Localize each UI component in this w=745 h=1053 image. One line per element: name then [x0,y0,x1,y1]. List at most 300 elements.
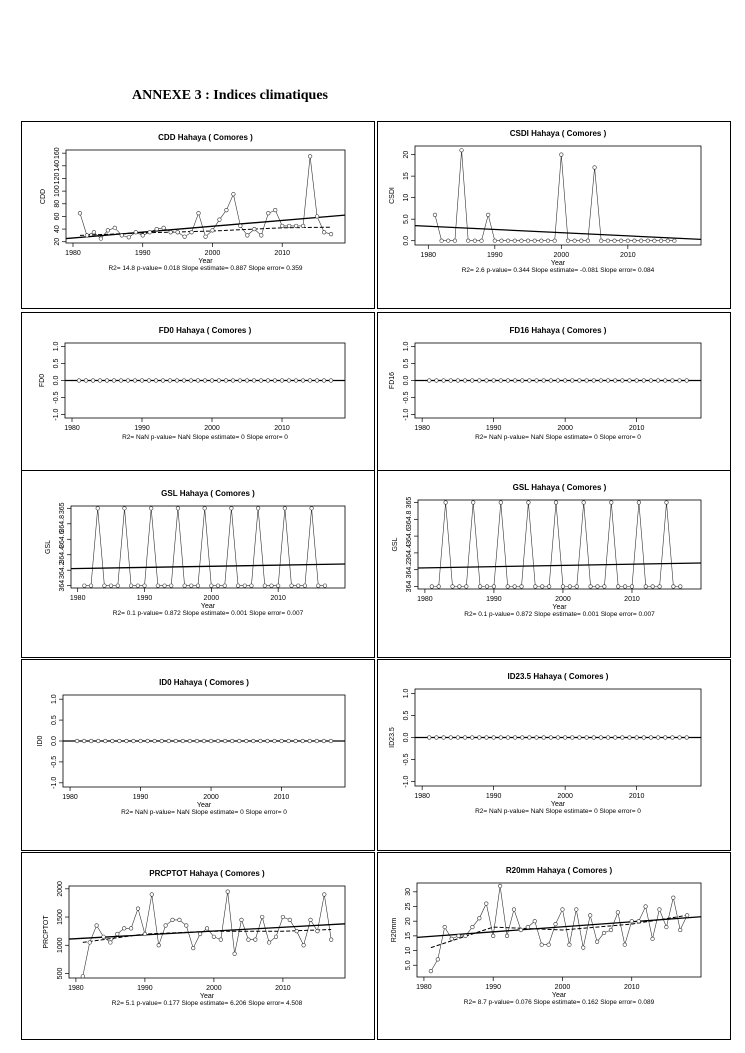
y-axis-label: FD0 [39,373,46,388]
data-point [505,934,509,938]
data-point [433,213,437,217]
data-point [329,379,333,383]
data-point [506,736,510,740]
data-point [592,736,596,740]
y-axis-label: GSL [392,537,399,552]
y-tick-label: 10 [403,193,410,202]
data-point [460,149,464,153]
data-point [520,585,524,589]
data-point [609,501,613,505]
data-point [162,226,166,230]
data-point [437,585,441,589]
data-point [513,379,517,383]
x-tick-label: 1980 [420,252,437,259]
data-point [470,736,474,740]
data-point [528,379,532,383]
data-point [217,379,221,383]
data-point [478,379,482,383]
data-point [456,736,460,740]
chart-title: GSL Hahaya ( Comores ) [161,489,255,498]
y-tick-label: 140 [54,159,61,172]
data-point [309,918,313,922]
data-point [154,379,158,383]
data-point [493,239,497,243]
data-point [143,584,147,588]
x-tick-label: 1990 [134,250,151,257]
y-tick-label: 20 [403,150,410,159]
data-point [116,584,120,588]
data-point [547,585,551,589]
data-point [329,739,333,743]
data-point [458,585,462,589]
data-point [639,239,643,243]
data-point [322,379,326,383]
y-tick-label: 0.0 [403,375,410,386]
data-point [120,234,124,238]
chart-fd0 [22,313,374,472]
data-point [188,739,192,743]
data-point [95,924,99,928]
data-point [168,379,172,383]
y-tick-label: 30 [405,887,412,896]
chart-caption: R2= 14.8 p-value= 0.018 Slope estimate= 0.887 Slope error= 0.359 [108,265,303,272]
chart-prcptot [22,853,374,1039]
data-point [585,736,589,740]
data-point [202,739,206,743]
data-point [82,739,86,743]
data-point [112,379,116,383]
data-point [526,239,530,243]
data-point [571,736,575,740]
data-point [666,239,670,243]
data-point [303,584,307,588]
chart-title: FD0 Hahaya ( Comores ) [158,326,252,335]
y-tick-label: 160 [54,147,61,160]
series-line [83,892,331,977]
data-point [471,925,475,929]
data-point [443,925,447,929]
data-point [589,585,593,589]
y-tick-label: -1.0 [53,408,60,421]
data-point [621,379,625,383]
chart-gsl2 [378,471,730,657]
data-point [301,224,305,228]
chart-panel-r20mm [377,852,731,1040]
data-point [266,739,270,743]
data-point [519,928,523,932]
chart-title: CSDI Hahaya ( Comores ) [509,129,607,138]
data-point [247,938,251,942]
data-point [149,507,153,511]
plot-frame [417,883,701,977]
data-point [323,584,327,588]
chart-cdd [22,122,374,308]
data-point [259,739,263,743]
data-point [176,507,180,511]
x-tick-label: 1980 [68,985,84,992]
data-point [435,736,439,740]
chart-title: ID23.5 Hahaya ( Comores ) [507,672,609,681]
y-tick-label: 80 [54,199,61,208]
data-point [198,932,202,936]
data-point [163,584,167,588]
data-point [288,918,292,922]
x-tick-label: 2010 [628,793,645,800]
data-point [644,905,648,909]
y-tick-label: 0.0 [403,732,410,743]
data-point [322,230,326,234]
chart-panel-csdi [377,121,731,309]
x-axis-label: Year [551,992,567,999]
data-point [616,585,620,589]
chart-title: PRCPTOT Hahaya ( Comores ) [149,869,265,878]
data-point [237,739,241,743]
data-point [294,379,298,383]
data-point [499,736,503,740]
data-point [301,739,305,743]
chart-caption: R2= NaN p-value= NaN Slope estimate= 0 Slope error= 0 [122,434,288,441]
data-point [563,379,567,383]
data-point [480,239,484,243]
data-point [527,501,531,505]
data-point [659,239,663,243]
data-point [204,235,208,239]
data-point [599,736,603,740]
data-point [568,585,572,589]
y-tick-label: -0.5 [51,755,58,768]
x-tick-label: 2010 [275,985,291,992]
chart-panel-id0 [21,659,375,851]
x-tick-label: 2000 [206,985,222,992]
data-point [630,919,634,923]
data-point [153,739,157,743]
data-point [203,507,207,511]
y-tick-label: -1.0 [403,408,410,421]
data-point [606,736,610,740]
y-tick-label: 364 [406,580,413,593]
data-point [685,736,689,740]
data-point [456,379,460,383]
data-point [246,234,250,238]
data-point [243,584,247,588]
y-tick-label: 10 [405,946,412,955]
data-point [280,379,284,383]
data-point [484,902,488,906]
x-tick-label: 1980 [416,984,432,991]
y-tick-label: 364.6 [406,527,413,545]
data-point [492,379,496,383]
data-point [656,379,660,383]
data-point [182,379,186,383]
data-point [628,736,632,740]
data-point [252,379,256,383]
chart-caption: R2= NaN p-value= NaN Slope estimate= 0 Slope error= 0 [475,434,641,441]
data-point [96,507,100,511]
data-point [563,736,567,740]
data-point [252,739,256,743]
y-tick-label: 25 [405,902,412,911]
y-tick-label: 20 [54,237,61,246]
data-point [156,584,160,588]
y-tick-label: 0.5 [403,358,410,369]
data-point [430,585,434,589]
data-point [635,379,639,383]
data-point [644,585,648,589]
data-point [658,585,662,589]
data-point [223,584,227,588]
data-point [613,736,617,740]
data-point [290,584,294,588]
data-point [546,239,550,243]
data-point [613,379,617,383]
data-point [578,736,582,740]
data-point [136,584,140,588]
data-point [295,929,299,933]
chart-panel-fd16 [377,312,731,473]
data-point [225,208,229,212]
data-point [498,884,502,888]
data-point [573,239,577,243]
data-point [471,501,475,505]
data-point [176,230,180,234]
data-point [103,584,107,588]
data-point [642,736,646,740]
data-point [245,739,249,743]
y-tick-label: 1.0 [53,341,60,352]
data-point [595,940,599,944]
y-tick-label: 0.5 [53,358,60,369]
data-point [606,379,610,383]
x-tick-label: 1980 [69,595,86,602]
data-point [308,739,312,743]
data-point [579,239,583,243]
chart-gsl1 [22,471,374,657]
data-point [520,379,524,383]
y-tick-label: 15 [405,931,412,940]
x-tick-label: 1980 [417,596,433,603]
y-tick-label: 500 [57,967,64,980]
x-tick-label: 2000 [557,793,573,800]
chart-fd16 [378,313,730,472]
data-point [78,211,82,215]
y-tick-label: 60 [54,212,61,221]
x-tick-label: 1990 [487,252,503,259]
data-point [123,507,127,511]
data-point [294,739,298,743]
data-point [586,239,590,243]
data-point [191,946,195,950]
x-tick-label: 2010 [624,596,640,603]
data-point [81,975,85,979]
data-point [633,239,637,243]
data-point [127,236,131,240]
x-tick-label: 1980 [64,425,80,432]
data-point [109,584,113,588]
data-point [216,584,220,588]
data-point [315,379,319,383]
data-point [266,211,270,215]
data-point [196,584,200,588]
data-point [273,208,277,212]
x-tick-label: 2010 [273,794,290,801]
y-axis-label: R20mm [391,917,398,943]
chart-title: FD16 Hahaya ( Comores ) [509,326,607,335]
data-point [102,935,106,939]
data-point [556,379,560,383]
data-point [260,915,264,919]
y-axis-label: GSL [45,539,52,555]
data-point [663,736,667,740]
data-point [485,736,489,740]
data-point [253,227,257,231]
data-point [283,507,287,511]
data-point [540,943,544,947]
data-point [148,230,152,234]
data-point [132,739,136,743]
data-point [500,239,504,243]
data-point [606,239,610,243]
data-point [263,584,267,588]
chart-caption: R2= 8.7 p-value= 0.076 Slope estimate= 0.162 Slope error= 0.089 [463,999,655,1006]
y-tick-label: 364.8 [406,510,413,529]
chart-panel-prcptot [21,852,375,1040]
data-point [671,736,675,740]
data-point [626,239,630,243]
chart-title: CDD Hahaya ( Comores ) [158,133,253,142]
x-tick-label: 1990 [132,794,149,801]
data-point [209,739,213,743]
data-point [554,922,558,926]
y-axis-label: PRCPTOT [43,915,50,949]
y-axis-label: FD16 [389,371,396,390]
data-point [599,379,603,383]
chart-title: R20mm Hahaya ( Comores ) [505,866,613,875]
data-point [139,739,143,743]
chart-caption: R2= NaN p-value= NaN Slope estimate= 0 Slope error= 0 [475,808,641,815]
data-point [212,935,216,939]
data-point [549,379,553,383]
data-point [203,379,207,383]
data-point [169,230,173,234]
data-point [428,379,432,383]
y-tick-label: 364.2 [406,560,413,579]
data-point [89,584,93,588]
data-point [499,379,503,383]
data-point [635,736,639,740]
y-tick-label: 1000 [57,937,64,954]
y-tick-label: -1.0 [51,776,58,789]
data-point [621,736,625,740]
chart-title: GSL Hahaya ( Comores ) [512,483,607,492]
chart-caption: R2= NaN p-value= NaN Slope estimate= 0 Slope error= 0 [121,809,287,816]
data-point [436,958,440,962]
chart-csdi [378,122,730,308]
data-point [302,943,306,947]
data-point [449,736,453,740]
data-point [239,224,243,228]
data-point [663,379,667,383]
data-point [678,736,682,740]
data-point [287,739,291,743]
y-tick-label: 1.0 [403,688,410,699]
data-point [230,739,234,743]
data-point [211,229,215,233]
data-point [568,943,572,947]
data-point [442,736,446,740]
data-point [463,379,467,383]
data-point [105,379,109,383]
data-point [658,908,662,912]
data-point [671,379,675,383]
data-point [526,925,530,929]
data-point [133,379,137,383]
data-point [195,739,199,743]
y-tick-label: -1.0 [403,775,410,788]
data-point [581,946,585,950]
data-point [457,934,461,938]
data-point [287,379,291,383]
data-point [140,379,144,383]
y-tick-label: 100 [54,185,61,197]
data-point [281,915,285,919]
data-point [582,501,586,505]
data-point [129,584,133,588]
data-point [512,908,516,912]
data-point [323,893,327,897]
x-tick-label: 2010 [270,595,286,602]
data-point [656,736,660,740]
data-point [175,379,179,383]
data-point [665,501,669,505]
x-tick-label: 1990 [137,985,153,992]
x-tick-label: 2000 [204,425,220,432]
data-point [294,224,298,228]
data-point [167,739,171,743]
data-point [316,929,320,933]
x-axis-label: Year [196,802,212,809]
data-point [593,166,597,170]
data-point [181,739,185,743]
data-point [315,215,319,219]
data-point [136,907,140,911]
data-point [637,919,641,923]
x-tick-label: 2000 [203,595,220,602]
data-point [178,918,182,922]
data-point [150,893,154,897]
series-line [84,508,325,585]
data-point [111,739,115,743]
data-point [492,585,496,589]
chart-panel-cdd [21,121,375,309]
data-point [226,890,230,894]
x-axis-label: Year [199,993,215,1000]
y-axis-label: ID23.5 [389,727,396,748]
data-point [506,379,510,383]
data-point [216,739,220,743]
chart-title: ID0 Hahaya ( Comores ) [159,678,249,687]
y-tick-label: 0.0 [403,235,410,246]
data-point [256,507,260,511]
y-tick-label: 0.5 [51,715,58,725]
data-point [183,235,187,239]
data-point [273,379,277,383]
data-point [449,379,453,383]
data-point [174,739,178,743]
y-tick-label: 364.2 [59,561,66,579]
data-point [287,224,291,228]
data-point [329,938,333,942]
chart-caption: R2= 0.1 p-value= 0.872 Slope estimate= 0.001 Slope error= 0.007 [112,610,304,617]
